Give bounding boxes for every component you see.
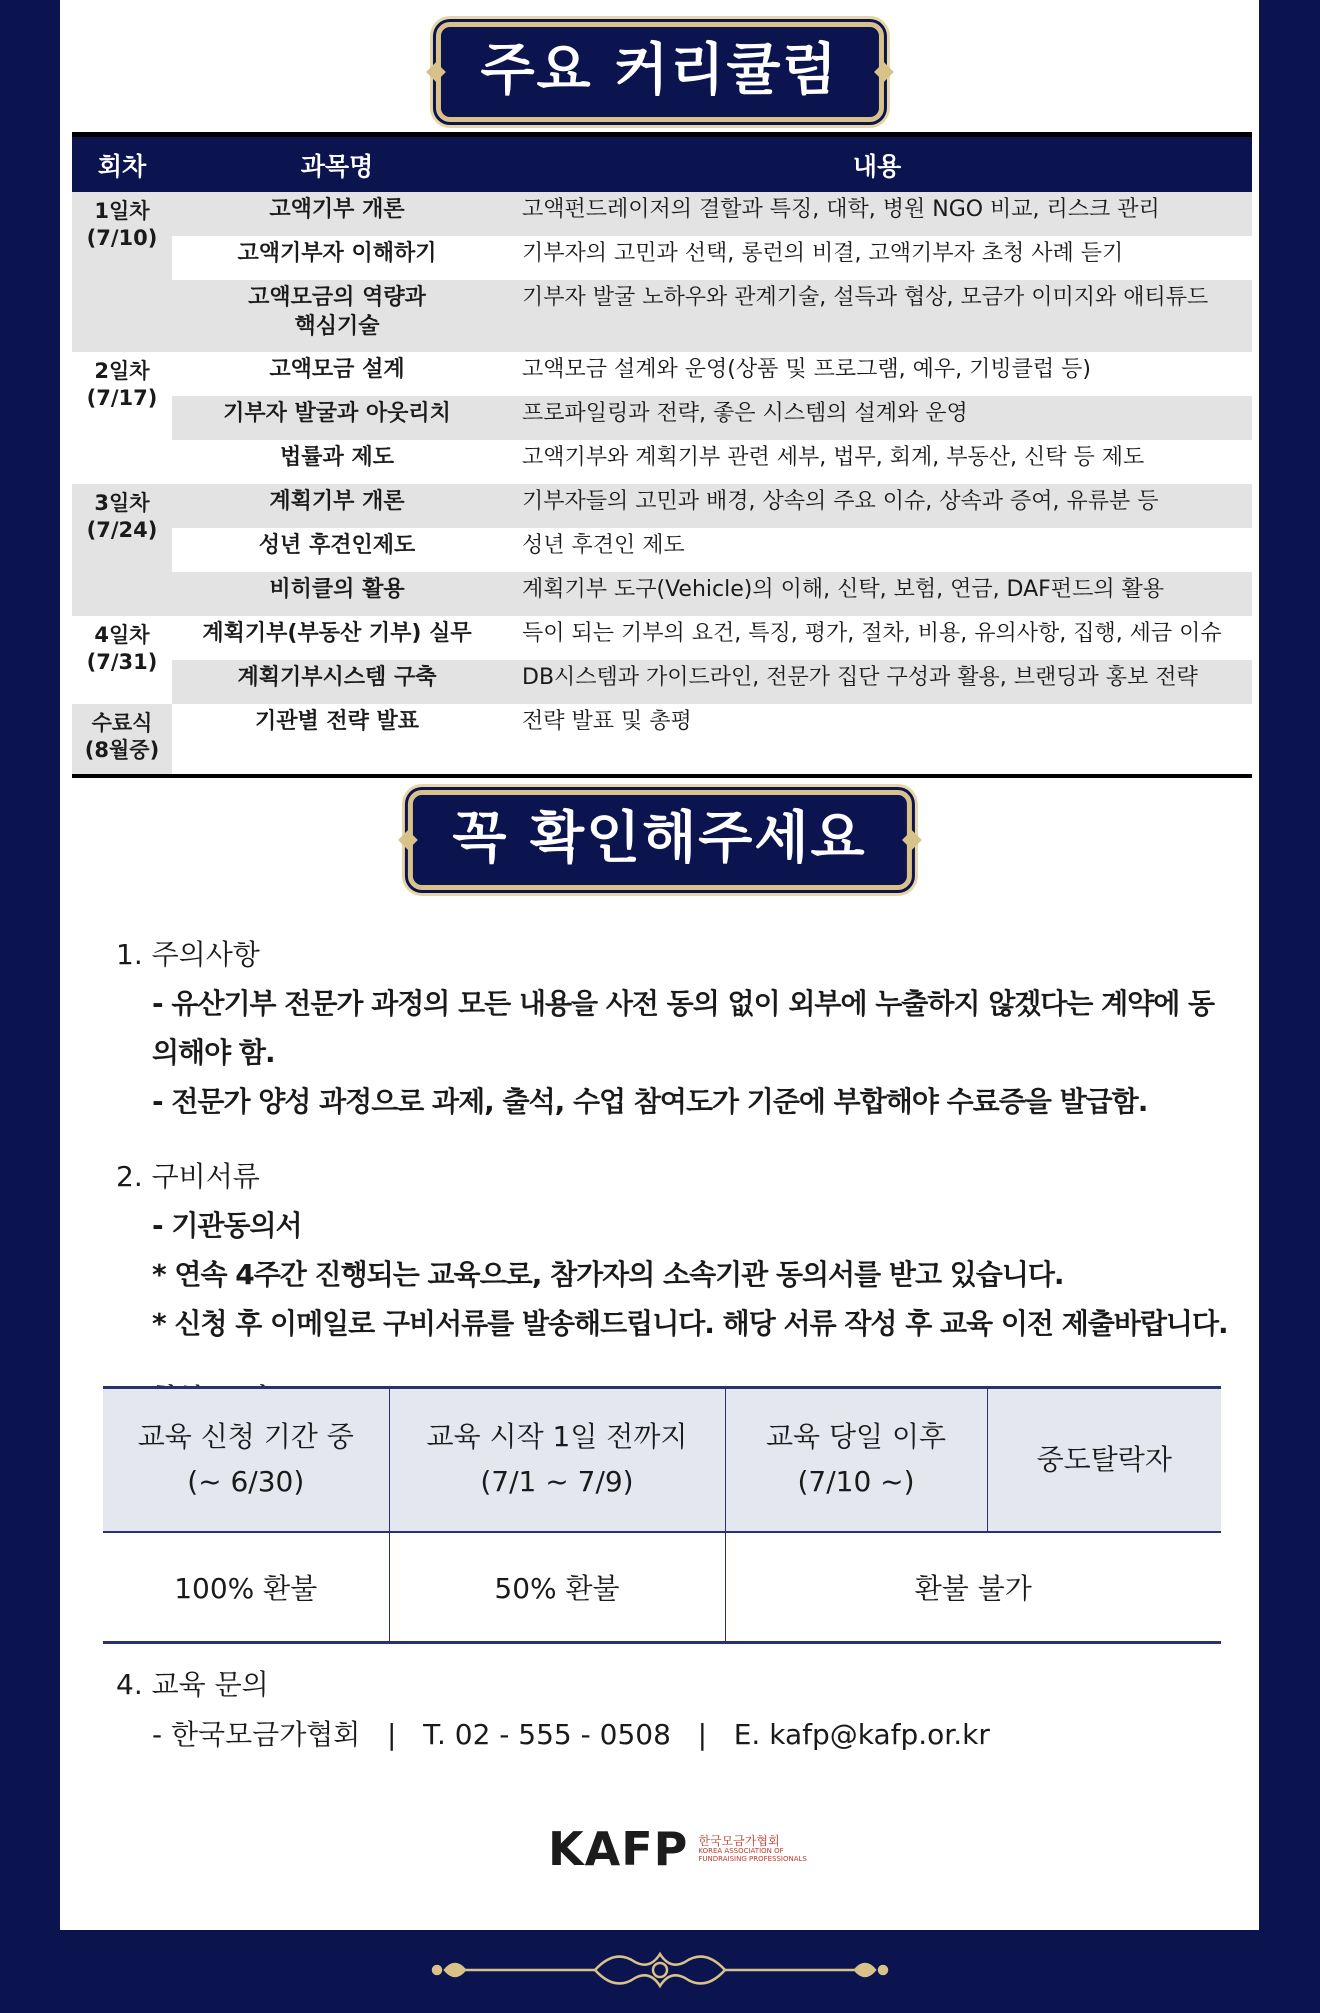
notice-line: - 기관동의서 bbox=[152, 1209, 302, 1242]
refund-period-header: 교육 시작 1일 전까지 (7/1 ~ 7/9) bbox=[389, 1388, 725, 1533]
refund-value: 100% 환불 bbox=[103, 1532, 389, 1643]
refund-period-header: 중도탈락자 bbox=[987, 1388, 1221, 1533]
content-cell: 고액모금 설계와 운영(상품 및 프로그램, 예우, 기빙클럽 등) bbox=[502, 352, 1252, 396]
section-heading: 2. 구비서류 bbox=[116, 1160, 260, 1193]
day-cell: 2일차 (7/17) bbox=[72, 352, 172, 484]
subject-cell: 성년 후견인제도 bbox=[172, 528, 502, 572]
contact-line: - 한국모금가협회 | T. 02 - 555 - 0508 | E. kafp@kafp.or.kr bbox=[152, 1718, 990, 1752]
notice-title: 꼭 확인해주세요 bbox=[407, 790, 911, 890]
day-cell: 4일차 (7/31) bbox=[72, 616, 172, 704]
day-cell: 수료식 (8월중) bbox=[72, 704, 172, 776]
subject-cell: 기부자 발굴과 아웃리치 bbox=[172, 396, 502, 440]
kafp-logo: KAFP 한국모금가협회 KOREA ASSOCIATION OF FUNDRAISING PROFESSIONALS bbox=[548, 1822, 807, 1876]
notice-line: - 유산기부 전문가 과정의 모든 내용을 사전 동의 없이 외부에 누출하지 않겠다는 계약에 동의해야 함. bbox=[152, 987, 1215, 1069]
refund-table bbox=[103, 1386, 1221, 1644]
contact-section bbox=[116, 1660, 990, 1761]
curriculum-table bbox=[72, 132, 1252, 778]
subject-cell: 계획기부 개론 bbox=[172, 484, 502, 528]
subject-cell: 계획기부(부동산 기부) 실무 bbox=[172, 616, 502, 660]
content-cell: 성년 후견인 제도 bbox=[502, 528, 1252, 572]
content-cell: 고액기부와 계획기부 관련 세부, 법무, 회계, 부동산, 신탁 등 제도 bbox=[502, 440, 1252, 484]
subject-cell: 고액기부자 이해하기 bbox=[172, 236, 502, 280]
content-cell: 계획기부 도구(Vehicle)의 이해, 신탁, 보험, 연금, DAF펀드의 활용 bbox=[502, 572, 1252, 616]
notice-line: * 신청 후 이메일로 구비서류를 발송해드립니다. 해당 서류 작성 후 교육 이전 제출바랍니다. bbox=[152, 1307, 1228, 1340]
content-cell: 득이 되는 기부의 요건, 특징, 평가, 절차, 비용, 유의사항, 집행, 세금 이슈 bbox=[502, 616, 1252, 660]
refund-value: 50% 환불 bbox=[389, 1532, 725, 1643]
content-cell: 전략 발표 및 총평 bbox=[502, 704, 1252, 776]
section-heading: 1. 주의사항 bbox=[116, 938, 260, 971]
refund-value: 환불 불가 bbox=[725, 1532, 1221, 1643]
header-content: 내용 bbox=[502, 135, 1252, 193]
subject-cell: 고액모금의 역량과 핵심기술 bbox=[172, 280, 502, 352]
content-cell: 고액펀드레이저의 결할과 특징, 대학, 병원 NGO 비교, 리스크 관리 bbox=[502, 192, 1252, 236]
subject-cell: 고액모금 설계 bbox=[172, 352, 502, 396]
curriculum-title: 주요 커리큘럼 bbox=[435, 22, 883, 122]
header-round: 회차 bbox=[72, 135, 172, 193]
notice-line: * 연속 4주간 진행되는 교육으로, 참가자의 소속기관 동의서를 받고 있습니다. bbox=[152, 1258, 1064, 1291]
notice-section bbox=[116, 930, 1236, 1423]
header-subject: 과목명 bbox=[172, 135, 502, 193]
section-heading: 4. 교육 문의 bbox=[116, 1668, 269, 1701]
content-cell: DB시스템과 가이드라인, 전문가 집단 구성과 활용, 브랜딩과 홍보 전략 bbox=[502, 660, 1252, 704]
subject-cell: 비히클의 활용 bbox=[172, 572, 502, 616]
ornament-divider-icon bbox=[425, 1945, 895, 1995]
day-cell: 3일차 (7/24) bbox=[72, 484, 172, 616]
content-cell: 기부자들의 고민과 배경, 상속의 주요 이슈, 상속과 증여, 유류분 등 bbox=[502, 484, 1252, 528]
content-cell: 기부자의 고민과 선택, 롱런의 비결, 고액기부자 초청 사례 듣기 bbox=[502, 236, 1252, 280]
subject-cell: 고액기부 개론 bbox=[172, 192, 502, 236]
notice-line: - 전문가 양성 과정으로 과제, 출석, 수업 참여도가 기준에 부합해야 수료증을 발급함. bbox=[152, 1085, 1148, 1118]
refund-period-header: 교육 당일 이후 (7/10 ~) bbox=[725, 1388, 987, 1533]
refund-period-header: 교육 신청 기간 중 (~ 6/30) bbox=[103, 1388, 389, 1533]
subject-cell: 법률과 제도 bbox=[172, 440, 502, 484]
content-cell: 기부자 발굴 노하우와 관계기술, 설득과 협상, 모금가 이미지와 애티튜드 bbox=[502, 280, 1252, 352]
day-cell: 1일차 (7/10) bbox=[72, 192, 172, 352]
subject-cell: 계획기부시스템 구축 bbox=[172, 660, 502, 704]
content-cell: 프로파일링과 전략, 좋은 시스템의 설계와 운영 bbox=[502, 396, 1252, 440]
page-sheet bbox=[60, 0, 1259, 1930]
subject-cell: 기관별 전략 발표 bbox=[172, 704, 502, 776]
